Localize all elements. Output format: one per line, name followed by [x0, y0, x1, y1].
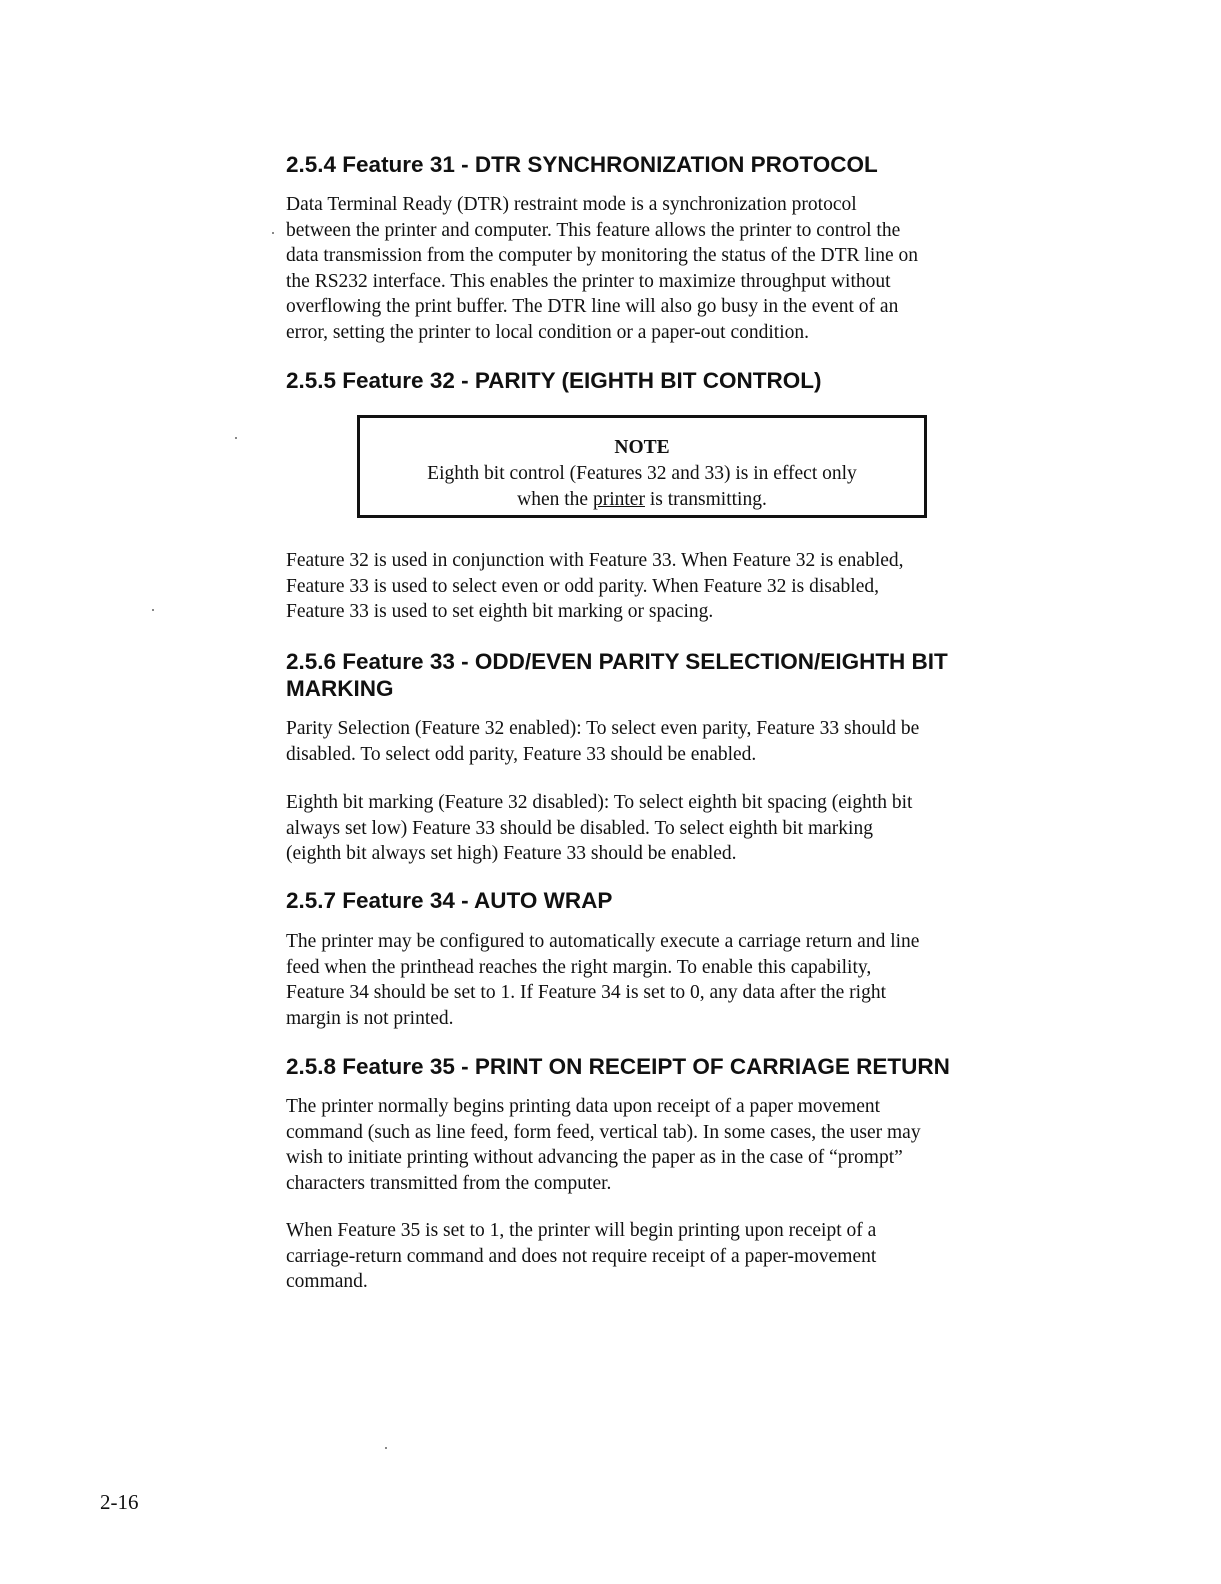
scan-speck [272, 232, 274, 234]
text-line: disabled. To select odd parity, Feature 33 should be enabled. [286, 743, 757, 765]
section-heading-2-5-6 [286, 648, 1006, 702]
section-2-5-6-paragraph-2 [286, 790, 1001, 867]
page-number: 2-16 [100, 1490, 139, 1514]
note-title: NOTE [614, 437, 670, 458]
section-2-5-6-paragraph-1 [286, 716, 1001, 767]
text-line: When Feature 35 is set to 1, the printer will begin printing upon receipt of a [286, 1220, 877, 1241]
text-line: the RS232 interface. This enables the printer to maximize throughput without [286, 270, 891, 292]
text-line: characters transmitted from the computer. [286, 1172, 612, 1194]
note-line [360, 487, 924, 513]
scan-speck [385, 1447, 387, 1449]
text-line: Feature 32 is used in conjunction with Feature 33. When Feature 32 is enabled, [286, 550, 904, 571]
scan-speck [235, 437, 237, 439]
section-heading-2-5-4: 2.5.4 Feature 31 - DTR SYNCHRONIZATION PROTOCOL [286, 152, 878, 177]
text-line: Data Terminal Ready (DTR) restraint mode is a synchronization protocol [286, 194, 857, 215]
text-line: always set low) Feature 33 should be disabled. To select eighth bit marking [286, 817, 873, 839]
text-line: data transmission from the computer by monitoring the status of the DTR line on [286, 245, 919, 266]
section-2-5-5-paragraph [286, 548, 1001, 625]
note-text: when the [517, 489, 593, 510]
note-text: is transmitting. [644, 489, 767, 510]
text-line: Feature 33 is used to select even or odd parity. When Feature 32 is disabled, [286, 575, 879, 597]
text-line: The printer may be configured to automatically execute a carriage return and line [286, 931, 920, 952]
section-2-5-7-paragraph [286, 929, 1001, 1031]
text-line: command. [286, 1271, 368, 1292]
text-line: overflowing the print buffer. The DTR line will also go busy in the event of an [286, 296, 899, 317]
text-line: carriage-return command and does not require receipt of a paper-movement [286, 1245, 877, 1267]
note-line: Eighth bit control (Features 32 and 33) is in effect only [427, 463, 857, 484]
text-line: Feature 33 is used to set eighth bit marking or spacing. [286, 601, 714, 622]
heading-line: MARKING [286, 676, 394, 701]
text-line: Feature 34 should be set to 1. If Feature 34 is set to 0, any data after the right [286, 982, 887, 1003]
text-line: feed when the printhead reaches the right margin. To enable this capability, [286, 956, 872, 978]
text-line: error, setting the printer to local condition or a paper-out condition. [286, 321, 810, 343]
heading-line: 2.5.6 Feature 33 - ODD/EVEN PARITY SELECTION/EIGHTH BIT [286, 649, 948, 674]
section-heading-2-5-7: 2.5.7 Feature 34 - AUTO WRAP [286, 888, 613, 913]
text-line: (eighth bit always set high) Feature 33 should be enabled. [286, 843, 737, 864]
text-line: between the printer and computer. This feature allows the printer to control the [286, 219, 901, 241]
section-heading-2-5-8: 2.5.8 Feature 35 - PRINT ON RECEIPT OF CARRIAGE RETURN [286, 1054, 950, 1079]
section-2-5-8-paragraph-2 [286, 1218, 1001, 1295]
section-heading-2-5-5: 2.5.5 Feature 32 - PARITY (EIGHTH BIT CONTROL) [286, 368, 822, 393]
section-2-5-4-paragraph [286, 192, 1001, 345]
text-line: Eighth bit marking (Feature 32 disabled): To select eighth bit spacing (eighth bit [286, 792, 913, 813]
text-line: The printer normally begins printing data upon receipt of a paper movement [286, 1096, 881, 1117]
text-line: wish to initiate printing without advancing the paper as in the case of “prompt” [286, 1147, 903, 1168]
note-underlined-word: printer [592, 489, 645, 510]
text-line: Parity Selection (Feature 32 enabled): To select even parity, Feature 33 should be [286, 718, 920, 739]
section-2-5-8-paragraph-1 [286, 1094, 1001, 1196]
note-box [357, 415, 927, 518]
scan-speck [152, 609, 154, 611]
text-line: margin is not printed. [286, 1007, 454, 1029]
text-line: command (such as line feed, form feed, vertical tab). In some cases, the user may [286, 1121, 921, 1143]
